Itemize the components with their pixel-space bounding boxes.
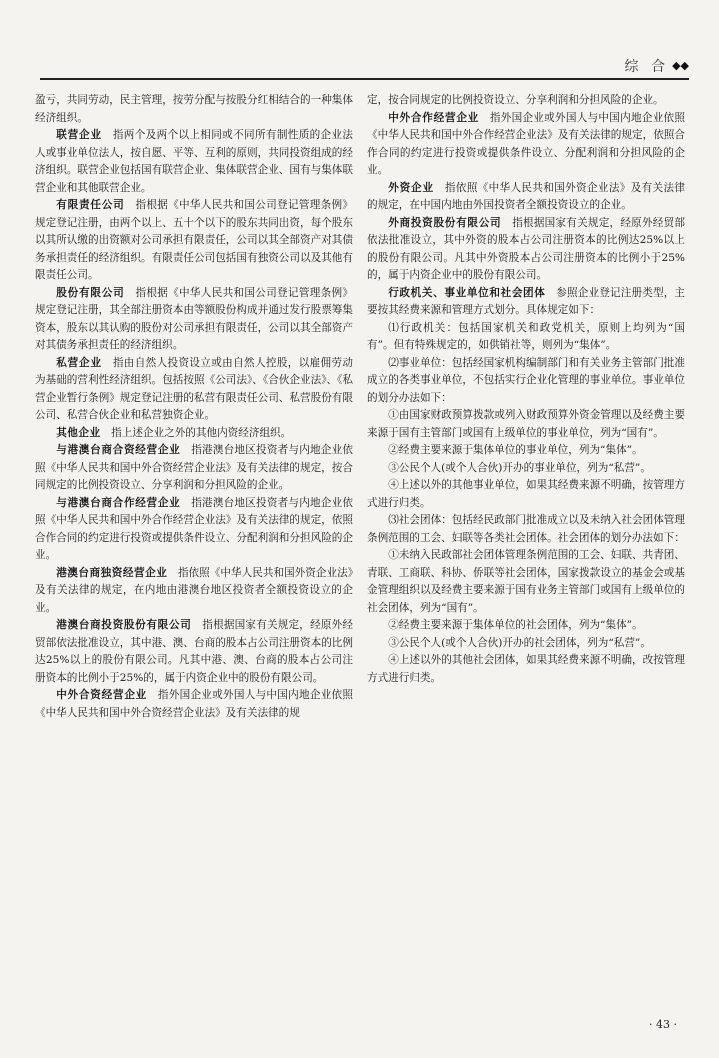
paragraph (367, 320, 685, 355)
paragraph (367, 92, 685, 110)
paragraph (367, 285, 685, 320)
term-heading: 中外合作经营企业 (388, 111, 480, 124)
paragraph-text: ②经费主要来源于集体单位的社会团体，列为“集体”。 (388, 619, 643, 631)
page-header (0, 56, 719, 80)
paragraph-text: ④上述以外的其他社会团体，如果其经费来源不明确，改按管理方式进行归类。 (367, 654, 685, 684)
paragraph (367, 180, 685, 215)
term-heading: 与港澳台商合作经营企业 (56, 496, 181, 509)
term-heading: 与港澳台商合资经营企业 (56, 444, 181, 456)
article-body (35, 92, 685, 992)
paragraph (367, 215, 685, 285)
paragraph-text: 指两个及两个以上相同或不同所有制性质的企业法人或事业单位法人，按自愿、平等、互利的原则，共同投资组成的经济组织。联营企业包括国有联营企业、集体联营企业、国有与集体联营企业和其他联营企业。 (35, 129, 354, 194)
term-heading: 外商投资股份有限公司 (388, 216, 502, 229)
paragraph-text: ③公民个人(或个人合伙)开办的社会团体，列为“私营”。 (388, 636, 651, 649)
paragraph-text: ①未纳入民政部社会团体管理条例范围的工会、妇联、共青团、青联、工商联、科协、侨联等社会团体，国家拨款设立的基金会或基金管理组织以及经费主要来源于国有业务主管部门或国有上级单位的社会团体，列为“国有”。 (367, 549, 685, 614)
paragraph (367, 110, 685, 180)
paragraph-text: 指港澳台地区投资者与内地企业依照《中华人民共和国中外合作经营企业法》及有关法律的规定，依照合作合同的约定进行投资或提供条件设立、分配利润和分担风险的企业。 (35, 496, 353, 561)
term-heading: 港澳台商投资股份有限公司 (56, 619, 192, 631)
paragraph (367, 477, 685, 512)
section-label: 综 合 (624, 59, 669, 75)
paragraph (367, 407, 685, 442)
paragraph (35, 617, 353, 687)
paragraph-text: 定，按合同规定的比例投资设立、分享利润和分担风险的企业。 (367, 94, 664, 106)
paragraph (35, 127, 353, 197)
paragraph (35, 425, 353, 443)
paragraph-text: 指根据国家有关规定，经原外经贸部依法批准设立，其中外资的股本占公司注册资本的比例达25%以上的股份有限公司。凡其中外资股本占公司注册资本的比例小于25%的，属于内资企业中的股份有限公司。 (367, 216, 686, 281)
paragraph (35, 442, 353, 495)
paragraph-text: 参照企业登记注册类型，主要按其经费来源和管理方式划分。具体规定如下： (367, 286, 686, 316)
paragraph-text: ④上述以外的其他事业单位，如果其经费来源不明确，按管理方式进行归类。 (367, 479, 685, 509)
paragraph-text: 指外国企业或外国人与中国内地企业依照《中华人民共和国中外合资经营企业法》及有关法律的规 (35, 689, 354, 719)
paragraph-text: ②经费主要来源于集体单位的事业单位，列为“集体”。 (388, 444, 643, 456)
paragraph (367, 355, 685, 408)
right-column (367, 92, 685, 992)
header-rule (40, 78, 689, 80)
term-heading: 中外合资经营企业 (56, 689, 148, 701)
paragraph (367, 635, 685, 653)
paragraph (35, 355, 353, 425)
paragraph-text: 指上述企业之外的其他内资经济组织。 (111, 426, 292, 439)
paragraph (35, 565, 353, 618)
paragraph-text: 指由自然人投资设立或由自然人控股，以雇佣劳动为基础的营利性经济组织。包括按照《公司法》、《合伙企业法》、《私营企业暂行条例》规定登记注册的私营有限责任公司、私营股份有限公司、私营合伙企业和私营独资企业。 (35, 356, 354, 421)
paragraph-text: 指依照《中华人民共和国外资企业法》及有关法律的规定，在内地由港澳台地区投资者全额投资设立的企业。 (35, 566, 354, 614)
term-heading: 私营企业 (56, 356, 102, 369)
term-heading: 行政机关、事业单位和社会团体 (388, 286, 546, 299)
paragraph (367, 512, 685, 547)
term-heading: 股份有限公司 (56, 286, 125, 299)
paragraph (367, 652, 685, 687)
term-heading: 其他企业 (56, 426, 101, 439)
paragraph-text: ①由国家财政预算拨款或列入财政预算外资金管理以及经费主要来源于国有主管部门或国有上级单位的事业单位，列为“国有”。 (367, 409, 685, 439)
paragraph (35, 285, 353, 355)
paragraph-text: ③公民个人(或个人合伙)开办的事业单位，列为“私营”。 (388, 461, 651, 474)
paragraph-text: ⑴行政机关：包括国家机关和政党机关，原则上均列为“国有”。但有特殊规定的，如供销社等，则列为“集体”。 (367, 321, 685, 351)
left-column (35, 92, 353, 992)
term-heading: 外资企业 (388, 181, 434, 194)
paragraph (35, 92, 353, 127)
paragraph (35, 495, 353, 565)
paragraph-text: 指外国企业或外国人与中国内地企业依照《中华人民共和国中外合作经营企业法》及有关法律的规定，依照合作合同的约定进行投资或提供条件设立、分配利润和分担风险的企业。 (367, 111, 686, 176)
paragraph (367, 460, 685, 478)
paragraph-text: ⑵事业单位：包括经国家机构编制部门和有关业务主管部门批准成立的各类事业单位，不包括实行企业化管理的事业单位。事业单位的划分办法如下： (367, 356, 685, 404)
paragraph-text: 盈亏，共同劳动，民主管理，按劳分配与按股分红相结合的一种集体经济组织。 (35, 94, 353, 124)
paragraph (367, 442, 685, 460)
paragraph (367, 617, 685, 635)
paragraph-text: 指根据《中华人民共和国公司登记管理条例》规定登记注册，其全部注册资本由等额股份构成并通过发行股票筹集资本，股东以其认购的股份对公司承担有限责任，公司以其全部资产对其债务承担责任的经济组织。 (35, 286, 354, 351)
paragraph (35, 687, 353, 722)
page-number: · 43 · (649, 1018, 677, 1031)
paragraph-text: 指依照《中华人民共和国外资企业法》及有关法律的规定，在中国内地由外国投资者全额投资设立的企业。 (367, 181, 686, 211)
paragraph-text: 指根据国家有关规定，经原外经贸部依法批准设立，其中港、澳、台商的股本占公司注册资本的比例达25%以上的股份有限公司。凡其中港、澳、台商的股本占公司注册资本的比例小于25%的，属于内资企业中的股份有限公司。 (35, 619, 354, 684)
paragraph (367, 547, 685, 617)
term-heading: 联营企业 (56, 129, 102, 141)
term-heading: 港澳台商独资经营企业 (56, 566, 168, 579)
paragraph-text: ⑶社会团体：包括经民政部门批准成立以及未纳入社会团体管理条例范围的工会、妇联等各类社会团体。社会团体的划分办法如下： (367, 514, 685, 544)
paragraph-text: 指根据《中华人民共和国公司登记管理条例》规定登记注册，由两个以上、五十个以下的股东共同出资，每个股东以其所认缴的出资额对公司承担有限责任，公司以其全部资产对其债务承担责任的经济组织。有限责任公司包括国有独资公司以及其他有限责任公司。 (35, 199, 354, 281)
diamond-ornament-icon: ◆◆ (672, 59, 689, 72)
term-heading: 有限责任公司 (56, 199, 125, 211)
paragraph (35, 197, 353, 285)
paragraph-text: 指港澳台地区投资者与内地企业依照《中华人民共和国中外合资经营企业法》及有关法律的规定，按合同规定的比例投资设立、分享利润和分担风险的企业。 (35, 444, 353, 491)
